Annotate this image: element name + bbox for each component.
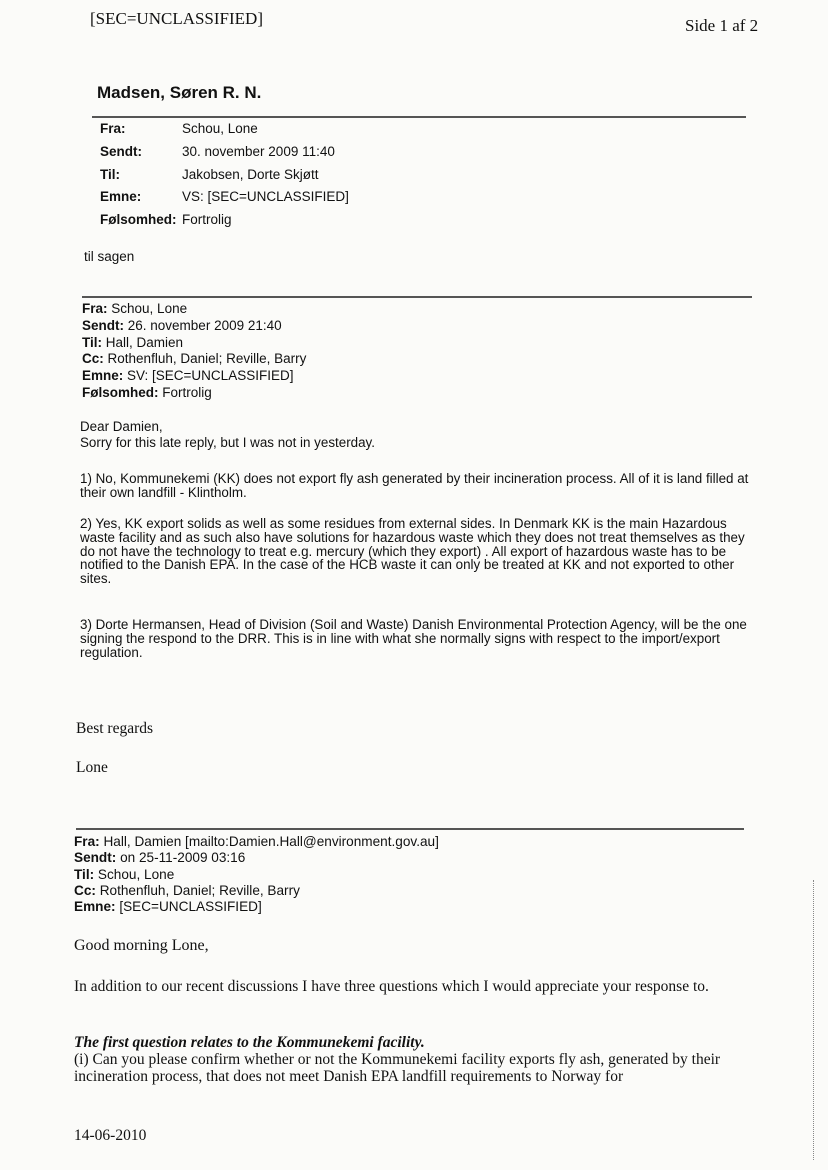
message2-from-line: [82, 301, 306, 318]
field-value: Jakobsen, Dorte Skjøtt: [182, 166, 319, 182]
field-label: Fra:: [82, 301, 108, 316]
field-label: Til:: [82, 334, 102, 350]
field-label: Til:: [100, 166, 120, 182]
field-label: Til:: [74, 866, 95, 882]
field-label: Sendt:: [82, 317, 124, 333]
classification-marking: [SEC=UNCLASSIFIED]: [90, 9, 263, 28]
message2-apology: Sorry for this late reply, but I was not in yesterday.: [80, 435, 375, 450]
question1-heading: The first question relates to the Kommunekemi facility.: [74, 1034, 425, 1051]
field-value: Hall, Damien [mailto:Damien.Hall@environment.gov.au]: [103, 834, 439, 849]
page-indicator: Side 1 af 2: [685, 16, 759, 35]
message3-cc-line: [74, 883, 439, 899]
field-label: Fra:: [100, 121, 126, 136]
message2-paragraph-3: 3) Dorte Hermansen, Head of Division (Soil and Waste) Danish Environmental Protection Agency, will be the one signing the respond to the DRR. This is in line with what she normally signs with respect to the import/export regulation.: [80, 617, 747, 660]
message2-paragraph-1: 1) No, Kommunekemi (KK) does not export fly ash generated by their incineration process. All of it is land filled at their own landfill - Klintholm.: [80, 471, 749, 500]
field-value: on 25-11-2009 03:16: [120, 850, 246, 866]
message3-subject-line: [74, 899, 439, 915]
field-label: Emne:: [74, 899, 116, 915]
message3-header: [74, 834, 439, 915]
field-value: Fortrolig: [162, 384, 212, 400]
field-value: 30. november 2009 11:40: [182, 143, 335, 159]
field-value: Rothenfluh, Daniel; Reville, Barry: [99, 882, 300, 898]
field-value: Schou, Lone: [182, 121, 258, 136]
field-value: SV: [SEC=UNCLASSIFIED]: [127, 368, 294, 384]
field-value: Rothenfluh, Daniel; Reville, Barry: [107, 351, 307, 367]
header-divider: [92, 116, 746, 118]
question1-text: (i) Can you please confirm whether or not the Kommunekemi facility exports fly ash, generated by their incineration process, that does not meet Danish EPA landfill requirements to Norway for: [74, 1051, 721, 1085]
forward-note: til sagen: [84, 249, 135, 264]
message3-greeting: Good morning Lone,: [74, 937, 209, 954]
message2-greeting: Dear Damien,: [80, 419, 163, 434]
message2-subject-line: [82, 368, 306, 385]
message-divider: [76, 828, 744, 830]
message2-closing: Best regards: [76, 720, 154, 737]
field-value: Schou, Lone: [97, 866, 175, 882]
message3-sent-line: [74, 850, 439, 866]
scan-edge-mark: [813, 880, 814, 1160]
field-label: Følsomhed:: [100, 212, 177, 228]
field-value: 26. november 2009 21:40: [127, 317, 282, 333]
field-label: Cc:: [82, 351, 104, 367]
field-label: Sendt:: [100, 143, 142, 159]
message2-sent-line: [82, 318, 306, 335]
field-value: Schou, Lone: [111, 301, 188, 316]
field-value: Fortrolig: [182, 212, 232, 228]
field-label: Følsomhed:: [82, 384, 159, 400]
field-label: Cc:: [74, 882, 96, 898]
field-label: Emne:: [100, 189, 142, 205]
field-value: Hall, Damien: [105, 334, 184, 350]
field-label: Emne:: [82, 368, 124, 384]
footer-date: 14-06-2010: [74, 1127, 147, 1144]
message2-to-line: [82, 335, 306, 352]
field-label: Sendt:: [74, 850, 117, 866]
field-value: VS: [SEC=UNCLASSIFIED]: [182, 189, 349, 205]
mailbox-owner: Madsen, Søren R. N.: [97, 83, 262, 102]
field-label: Fra:: [74, 834, 100, 849]
message3-to-line: [74, 867, 439, 883]
message-divider: [82, 296, 752, 298]
message3-from-line: [74, 834, 439, 850]
message3-intro: In addition to our recent discussions I have three questions which I would appreciate your response to.: [74, 978, 709, 995]
message2-sensitivity-line: [82, 385, 306, 402]
message2-paragraph-2: 2) Yes, KK export solids as well as some residues from external sides. In Denmark KK is the main Hazardous waste facility and as such also have solutions for hazardous waste which they does not treat themselves as they do not have the technology to treat e.g. mercury (which they export) . All export of hazardous waste has to be notified to the Danish EPA. In the case of the HCB waste it can only be treated at KK and not exported to other sites.: [80, 516, 745, 587]
message2-header: [82, 301, 306, 402]
message2-signature: Lone: [76, 759, 108, 776]
message2-cc-line: [82, 351, 306, 368]
field-value: [SEC=UNCLASSIFIED]: [119, 899, 262, 915]
